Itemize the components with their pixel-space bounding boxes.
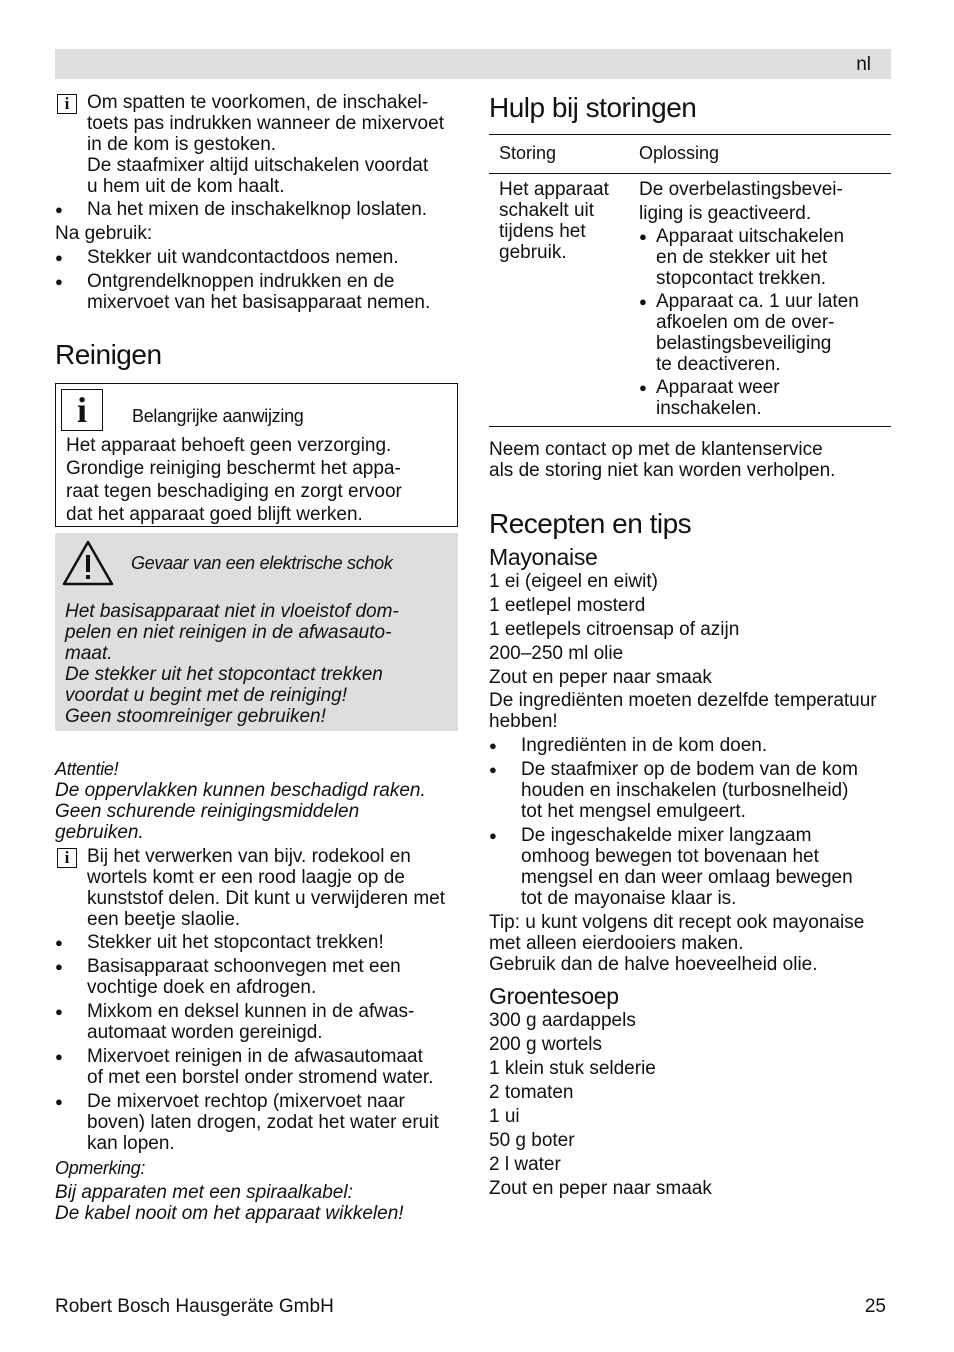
ingredient: 1 ei (eigeel en eiwit) bbox=[489, 571, 658, 592]
troubleshooting-table bbox=[489, 134, 891, 427]
section-title-troubleshooting: Hulp bij storingen bbox=[489, 92, 697, 123]
list-item: ● Stekker uit wandcontactdoos nemen. bbox=[55, 247, 460, 268]
ingredient: 2 l water bbox=[489, 1154, 561, 1175]
language-code: nl bbox=[856, 54, 871, 75]
text-line: u hem uit de kom haalt. bbox=[87, 176, 285, 197]
ingredient: 1 eetlepels citroensap of azijn bbox=[489, 619, 740, 640]
text-line: Om spatten te voorkomen, de inschakel- bbox=[87, 92, 429, 113]
ingredient: 200–250 ml olie bbox=[489, 643, 624, 664]
contact-text: Neem contact op met de klantenservice als de storing niet kan worden verholpen. bbox=[489, 439, 836, 481]
attention-text: De oppervlakken kunnen beschadigd raken. Geen schurende reinigingsmiddelen gebruiken. bbox=[55, 780, 426, 843]
ingredient: 1 klein stuk selderie bbox=[489, 1058, 656, 1079]
list-item: ● Mixkom en deksel kunnen in de afwas- automaat worden gereinigd. bbox=[55, 1001, 460, 1043]
right-column bbox=[489, 92, 891, 1201]
mayo-temperature-note: De ingrediënten moeten dezelfde temperatuur hebben! bbox=[489, 690, 877, 732]
list-item: ● Ingrediënten in de kom doen. bbox=[489, 735, 891, 756]
ingredient: 50 g boter bbox=[489, 1130, 575, 1151]
footer-company: Robert Bosch Hausgeräte GmbH bbox=[55, 1296, 334, 1317]
attention-title: Attentie! bbox=[55, 759, 119, 779]
ingredient: 1 eetlepel mosterd bbox=[489, 595, 646, 616]
section-title-recipes: Recepten en tips bbox=[489, 508, 692, 539]
info-icon: i bbox=[57, 848, 77, 868]
list-item: ● De mixervoet rechtop (mixervoet naar boven) laten drogen, zodat het water eruit kan lopen. bbox=[55, 1091, 460, 1154]
column-header-oplossing: Oplossing bbox=[629, 135, 891, 174]
table-header-row bbox=[489, 135, 891, 174]
list-item: ● Apparaat weer inschakelen. bbox=[639, 377, 881, 419]
fault-cell: Het apparaat schakelt uit tijdens het gebruik. bbox=[489, 174, 629, 427]
column-header-storing: Storing bbox=[489, 135, 629, 174]
warning-triangle-icon bbox=[61, 539, 115, 587]
info-icon: i bbox=[57, 94, 77, 114]
warning-title: Gevaar van een elektrische schok bbox=[131, 553, 393, 573]
info-note-mixing bbox=[55, 92, 460, 197]
info-note-staining: i Bij het verwerken van bijv. rodekool en wortels komt er een rood laagje op de kunststof delen. Dit kunt u verwijderen met een beetje slaolie. bbox=[55, 846, 460, 930]
warning-box: Gevaar van een elektrische schok Het basisapparaat niet in vloeistof dom- pelen en niet reinigen in de afwasauto- maat. De stekker uit het stopcontact trekken voordat u begint met de reiniging! Geen stoomreiniger gebruiken! bbox=[55, 533, 458, 731]
remark-text: Bij apparaten met een spiraalkabel: De kabel nooit om het apparaat wikkelen! bbox=[55, 1182, 404, 1224]
recipe-title-mayonaise: Mayonaise bbox=[489, 544, 598, 570]
ingredient: 200 g wortels bbox=[489, 1034, 603, 1055]
info-icon: i bbox=[61, 389, 103, 431]
after-use-label: Na gebruik: bbox=[55, 223, 153, 244]
solution-cell: De overbelastingsbevei- liging is geactiveerd. ● Apparaat uitschakelen en de stekker uit het stopcontact trekken. ● Apparaat ca. 1 uur laten afkoelen om de over- belastingsbeveiliging te deactiveren. ● Apparaat weer inschakelen. bbox=[629, 174, 891, 427]
text-line: toets pas indrukken wanneer de mixervoet bbox=[87, 113, 444, 134]
list-item: ● Apparaat uitschakelen en de stekker uit het stopcontact trekken. bbox=[639, 226, 881, 289]
list-item: ● De ingeschakelde mixer langzaam omhoog bewegen tot bovenaan het mengsel en dan weer omlaag bewegen tot de mayonaise klaar is. bbox=[489, 825, 891, 909]
text-line: in de kom is gestoken. bbox=[87, 134, 277, 155]
list-item: ● Basisapparaat schoonvegen met een vochtige doek en afdrogen. bbox=[55, 956, 460, 998]
text-line: De staafmixer altijd uitschakelen voordat bbox=[87, 155, 429, 176]
table-row bbox=[489, 174, 891, 427]
mayo-ingredients bbox=[489, 570, 891, 690]
list-item: ● Apparaat ca. 1 uur laten afkoelen om de over- belastingsbeveiliging te deactiveren. bbox=[639, 291, 881, 375]
list-item: ● Na het mixen de inschakelknop loslaten. bbox=[55, 199, 460, 220]
notice-box: i Belangrijke aanwijzing Het apparaat behoeft geen verzorging. Grondige reiniging beschermt het appa- raat tegen beschadiging en zorgt ervoor dat het apparaat goed blijft werken. bbox=[55, 383, 458, 527]
left-column bbox=[55, 92, 460, 1224]
ingredient: Zout en peper naar smaak bbox=[489, 1178, 712, 1199]
ingredient: 300 g aardappels bbox=[489, 1010, 636, 1031]
soup-ingredients bbox=[489, 1009, 891, 1201]
remark-title: Opmerking: bbox=[55, 1158, 146, 1178]
section-title-reinigen: Reinigen bbox=[55, 339, 162, 370]
recipe-title-groentesoep: Groentesoep bbox=[489, 983, 619, 1009]
list-item: ● Ontgrendelknoppen indrukken en de mixervoet van het basisapparaat nemen. bbox=[55, 271, 460, 313]
page-number: 25 bbox=[864, 1296, 886, 1317]
ingredient: 2 tomaten bbox=[489, 1082, 574, 1103]
list-item: ● Mixervoet reinigen in de afwasautomaat of met een borstel onder stromend water. bbox=[55, 1046, 460, 1088]
tip-text: Tip: u kunt volgens dit recept ook mayonaise met alleen eierdooiers maken. Gebruik dan de halve hoeveelheid olie. bbox=[489, 912, 865, 975]
ingredient: 1 ui bbox=[489, 1106, 520, 1127]
notice-title: Belangrijke aanwijzing bbox=[132, 406, 304, 426]
tip-label: Tip: bbox=[489, 912, 520, 933]
list-item: ● Stekker uit het stopcontact trekken! bbox=[55, 932, 460, 953]
ingredient: Zout en peper naar smaak bbox=[489, 667, 712, 688]
header-bar bbox=[55, 49, 891, 79]
list-item: ● De staafmixer op de bodem van de kom houden en inschakelen (turbosnelheid) tot het mengsel emulgeert. bbox=[489, 759, 891, 822]
